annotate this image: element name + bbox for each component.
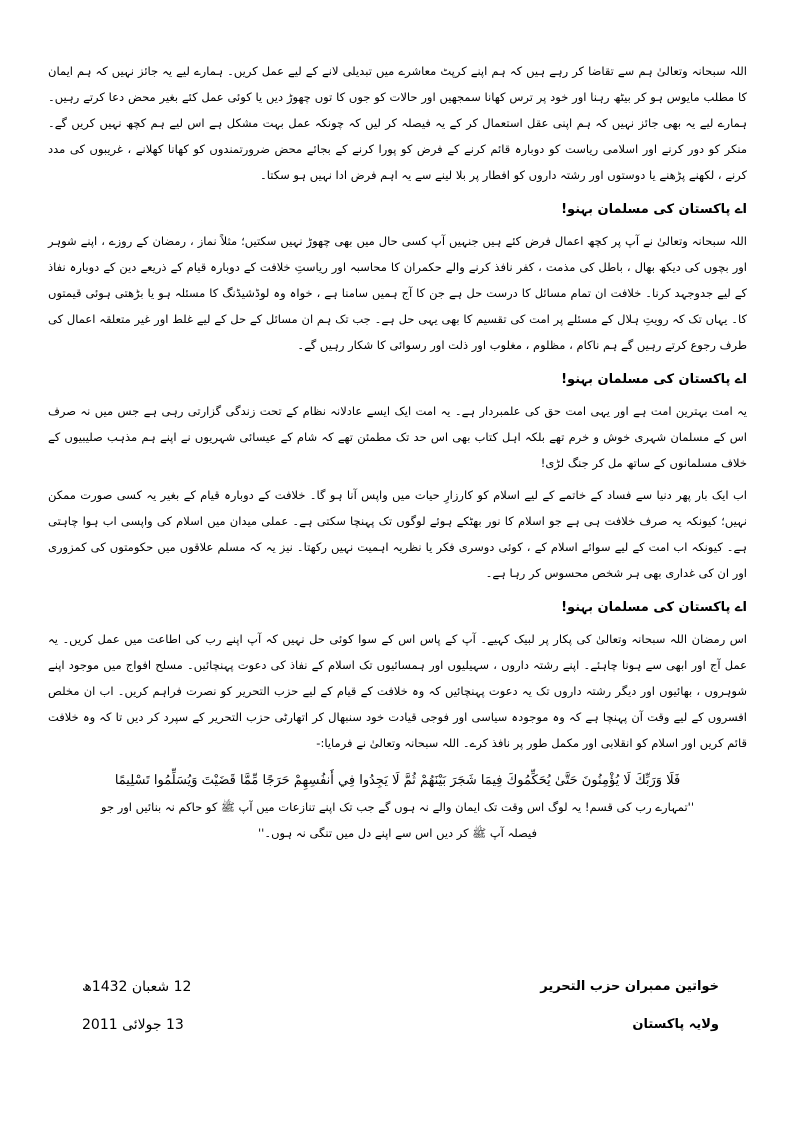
verse-translation: ''تمہارے رب کی قسم! یہ لوگ اس وقت تک ایمان والے نہ ہوں گے جب تک اپنے تنازعات میں آپ ﷺ کو حاکم نہ بنائیں اور جو فیصلہ آپ ﷺ کر دیں اس سے اپنے دل میں تنگی نہ ہوں۔'' [101, 800, 694, 840]
footer-signature [540, 968, 719, 1044]
paragraph-best-ummah: یہ امت بہترین امت ہے اور یہی امت حق کی علمبردار ہے۔ یہ امت ایک ایسے عادلانہ نظام کے تحت زندگی گزارتی رہی ہے جس میں نہ صرف اس کے مسلمان شہری خوش و خرم تھے بلکہ اہل کتاب بھی اس حد تک مطمئن تھے کہ شام کے عیسائی شہریوں نے اپنے ہم مذہب صلیبیوں کے خلاف مسلمانوں کے ساتھ مل کر جنگ لڑی! [48, 404, 747, 470]
date-hijri: 12 شعبان 1432ھ [82, 979, 192, 995]
paragraph-return-of-islam: اب ایک بار پھر دنیا سے فساد کے خاتمے کے لیے اسلام کو کارزارِ حیات میں واپس آنا ہو گا۔ خلافت کے دوبارہ قیام کے بغیر یہ کسی صورت ممکن نہیں؛ کیونکہ یہ صرف خلافت ہی ہے جو اسلام کا نور بھٹکے ہوئے لوگوں تک پہنچا سکتی ہے۔ عملی میدان میں اسلام کی واپسی اب ہوا چاہتی ہے۔ کیونکہ اب امت کے لیے سوائے اسلام کے ، کوئی دوسری فکر یا نظریہ اہمیت نہیں رکھتا۔ نیز یہ کہ مسلم علاقوں میں حکومتوں کی کمزوری اور ان کی غداری بھی ہر شخص محسوس کر رہا ہے۔ [48, 488, 747, 580]
signature-org: خواتین ممبران حزب التحریر [540, 979, 719, 994]
paragraph-intro: اللہ سبحانہ وتعالیٰ ہم سے تقاضا کر رہے ہیں کہ ہم اپنے کرپٹ معاشرے میں تبدیلی لانے کے لیے عمل کریں۔ ہمارے لیے یہ جائز نہیں کہ ہم ایمان کا مطلب مایوس ہو کر بیٹھ رہنا اور خود پر ترس کھانا سمجھیں اور حالات کو جوں کا توں چھوڑ دیں یا کوئی عمل کئے بغیر محض دعا کرتے رہیں۔ ہمارے لیے یہ بھی جائز نہیں کہ ہم اپنی عقل استعمال کر کے یہ فیصلہ کر لیں کہ چونکہ عمل بہت مشکل ہے اس لیے ہم کچھ نہیں کریں گے۔ منکر کو دور کرنے اور اسلامی ریاست کو دوبارہ قائم کرنے کے فرض کو پورا کرنے کے بجائے محض ضرورتمندوں کو کھانا کھلانے ، غریبوں کی مدد کرنے ، لکھنے پڑھنے یا دوستوں اور رشتہ داروں کو افطار پر بلا لینے سے یہ اہم فرض ادا نہیں ہو سکتا۔ [48, 64, 747, 182]
section-heading-1: اے پاکستان کی مسلمان بہنو! [561, 202, 747, 217]
footer-dates [82, 968, 191, 1044]
section-heading-2: اے پاکستان کی مسلمان بہنو! [561, 372, 747, 387]
quran-verse: فَلَا وَرَبِّكَ لَا يُؤْمِنُونَ حَتَّىٰ يُحَكِّمُوكَ فِيمَا شَجَرَ بَيْنَهُمْ ثُمَّ لَا يَجِدُوا فِي أَنفُسِهِمْ حَرَجًا مِّمَّا قَضَيْتَ وَيُسَلِّمُوا تَسْلِيمًا [114, 773, 681, 788]
signature-region: ولایہ پاکستان [632, 1017, 719, 1032]
paragraph-obligations: اللہ سبحانہ وتعالیٰ نے آپ پر کچھ اعمال فرض کئے ہیں جنہیں آپ کسی حال میں بھی چھوڑ نہیں سکتیں؛ مثلاً نماز ، رمضان کے روزے ، اپنے شوہر اور بچوں کی دیکھ بھال ، باطل کی مذمت ، کفر نافذ کرنے والے حکمران کا محاسبہ اور ریاستِ خلافت کے دوبارہ قیام کے ذریعے دین کے دوبارہ نفاذ کے لیے جدوجہد کرنا۔ خلافت ان تمام مسائل کا درست حل ہے جن کا آج ہمیں سامنا ہے ، خواہ وہ لوڈشیڈنگ کا مسئلہ ہو یا بڑھتی ہوئی قیمتوں کا۔ یہاں تک کہ رویتِ ہلال کے مسئلے پر امت کی تقسیم کا بھی یہی حل ہے۔ جب تک ہم ان مسائل کے حل کے لیے غلط اور غیر متعلقہ اعمال کی طرف رجوع کرتے رہیں گے ہم ناکام ، مظلوم ، مغلوب اور ذلت اور رسوائی کا شکار رہیں گے۔ [48, 234, 747, 352]
date-gregorian: 13 جولائی 2011 [82, 1017, 184, 1033]
footer [82, 968, 719, 1048]
section-heading-3: اے پاکستان کی مسلمان بہنو! [561, 600, 747, 615]
paragraph-call-to-action: اس رمضان اللہ سبحانہ وتعالیٰ کی پکار پر لبیک کہیے۔ آپ کے پاس اس کے سوا کوئی حل نہیں کہ آپ اپنے رب کی اطاعت میں عمل کریں۔ یہ عمل آج اور ابھی سے ہونا چاہئے۔ اپنے رشتہ داروں ، سہیلیوں اور ہمسائیوں تک اسلام کے نفاذ کی دعوت پہنچائیں۔ مسلح افواج میں موجود اپنے شوہروں ، بھائیوں اور دیگر رشتہ داروں تک یہ دعوت پہنچائیں کہ وہ خلافت کے قیام کے لیے حزب التحریر کو نصرت فراہم کریں۔ اب ان مخلص افسروں کے لیے وقت آن پہنچا ہے کہ وہ موجودہ سیاسی اور فوجی قیادت خود سنبھال کر اتھارٹی حزب التحریر کے سپرد کر دیں تا کہ وہ خلافت قائم کریں اور اسلام کو انقلابی اور مکمل طور پر نافذ کرے۔ اللہ سبحانہ وتعالیٰ نے فرمایا:- [48, 632, 747, 750]
